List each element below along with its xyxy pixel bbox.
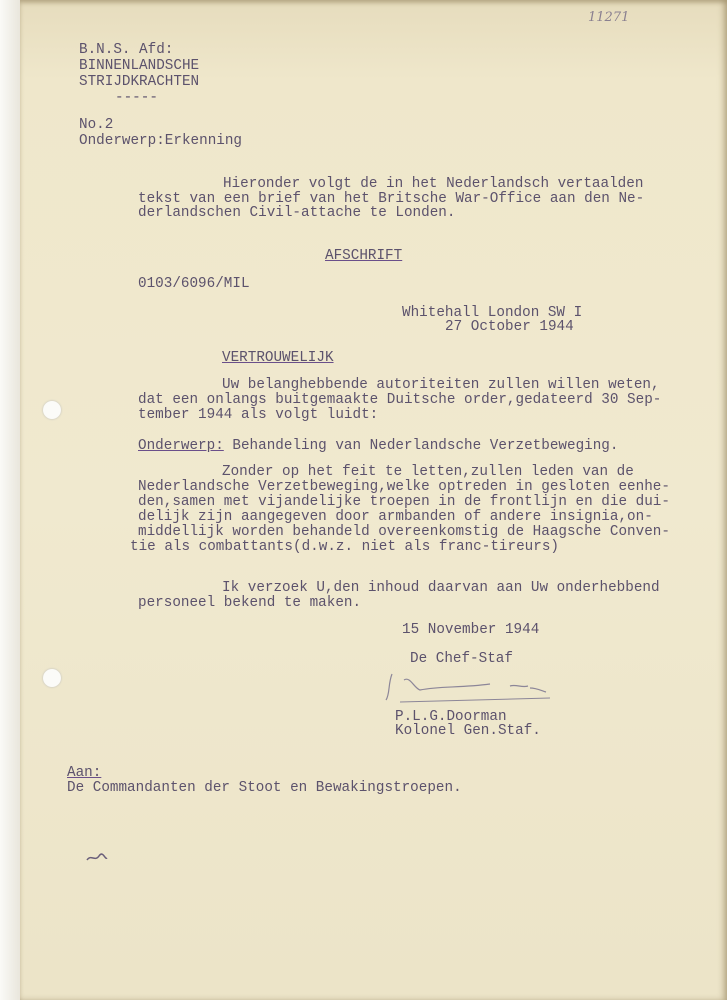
- department-line: BINNENLANDSCHE: [79, 58, 200, 74]
- body-line: delijk zijn aangegeven door armbanden of andere insignia,on-: [138, 509, 653, 525]
- body-line: Nederlandsche Verzetbeweging,welke optreden in gesloten eenhe-: [138, 479, 670, 495]
- handwritten-signature: [380, 668, 560, 708]
- ink-mark-icon: [85, 850, 109, 866]
- letter-date: 27 October 1944: [445, 319, 574, 335]
- intro-line: tekst van een brief van het Britsche War-Office aan den Ne-: [138, 191, 645, 207]
- document-number: No.2: [79, 117, 114, 133]
- department-line: STRIJDKRACHTEN: [79, 74, 200, 90]
- body-line: Ik verzoek U,den inhoud daarvan aan Uw onderhebbend: [222, 580, 660, 596]
- department-line: B.N.S. Afd:: [79, 42, 174, 58]
- closing-date: 15 November 1944: [402, 622, 540, 638]
- signatory-rank: Kolonel Gen.Staf.: [395, 723, 541, 739]
- copy-heading: AFSCHRIFT: [325, 248, 403, 264]
- signatory-name: P.L.G.Doorman: [395, 709, 507, 725]
- order-subject: [138, 439, 618, 454]
- punch-hole: [43, 669, 61, 687]
- intro-line: Hieronder volgt de in het Nederlandsch vertaalden: [223, 176, 644, 192]
- scan-margin: [0, 0, 20, 1000]
- body-line: Zonder op het feit te letten,zullen leden van de: [222, 464, 634, 480]
- document-subject: Onderwerp:Erkenning: [79, 133, 243, 149]
- archive-number: 11271: [588, 10, 630, 25]
- punch-hole: [43, 401, 61, 419]
- body-line: Uw belanghebbende autoriteiten zullen willen weten,: [222, 377, 660, 393]
- signatory-title: De Chef-Staf: [410, 651, 513, 667]
- body-line: dat een onlangs buitgemaakte Duitsche order,gedateerd 30 Sep-: [138, 392, 662, 408]
- intro-line: derlandschen Civil-attache te Londen.: [138, 205, 456, 221]
- header-rule: -----: [115, 90, 158, 106]
- recipient-text: De Commandanten der Stoot en Bewakingstroepen.: [67, 780, 462, 796]
- order-subject-text: Behandeling van Nederlandsche Verzetbeweging.: [232, 438, 619, 454]
- sender-address: Whitehall London SW I: [402, 305, 583, 321]
- recipient-label: Aan:: [67, 765, 102, 781]
- body-line: den,samen met vijandelijke troepen in de frontlijn en die dui-: [138, 494, 670, 510]
- classification: VERTROUWELIJK: [222, 350, 334, 366]
- body-line: tie als combattants(d.w.z. niet als franc-tireurs): [130, 539, 559, 555]
- body-line: middellijk worden behandeld overeenkomstig de Haagsche Conven-: [138, 524, 670, 540]
- body-line: tember 1944 als volgt luidt:: [138, 407, 379, 423]
- reference-number: 0103/6096/MIL: [138, 276, 250, 292]
- body-line: personeel bekend te maken.: [138, 595, 362, 611]
- order-subject-label: Onderwerp:: [138, 438, 224, 454]
